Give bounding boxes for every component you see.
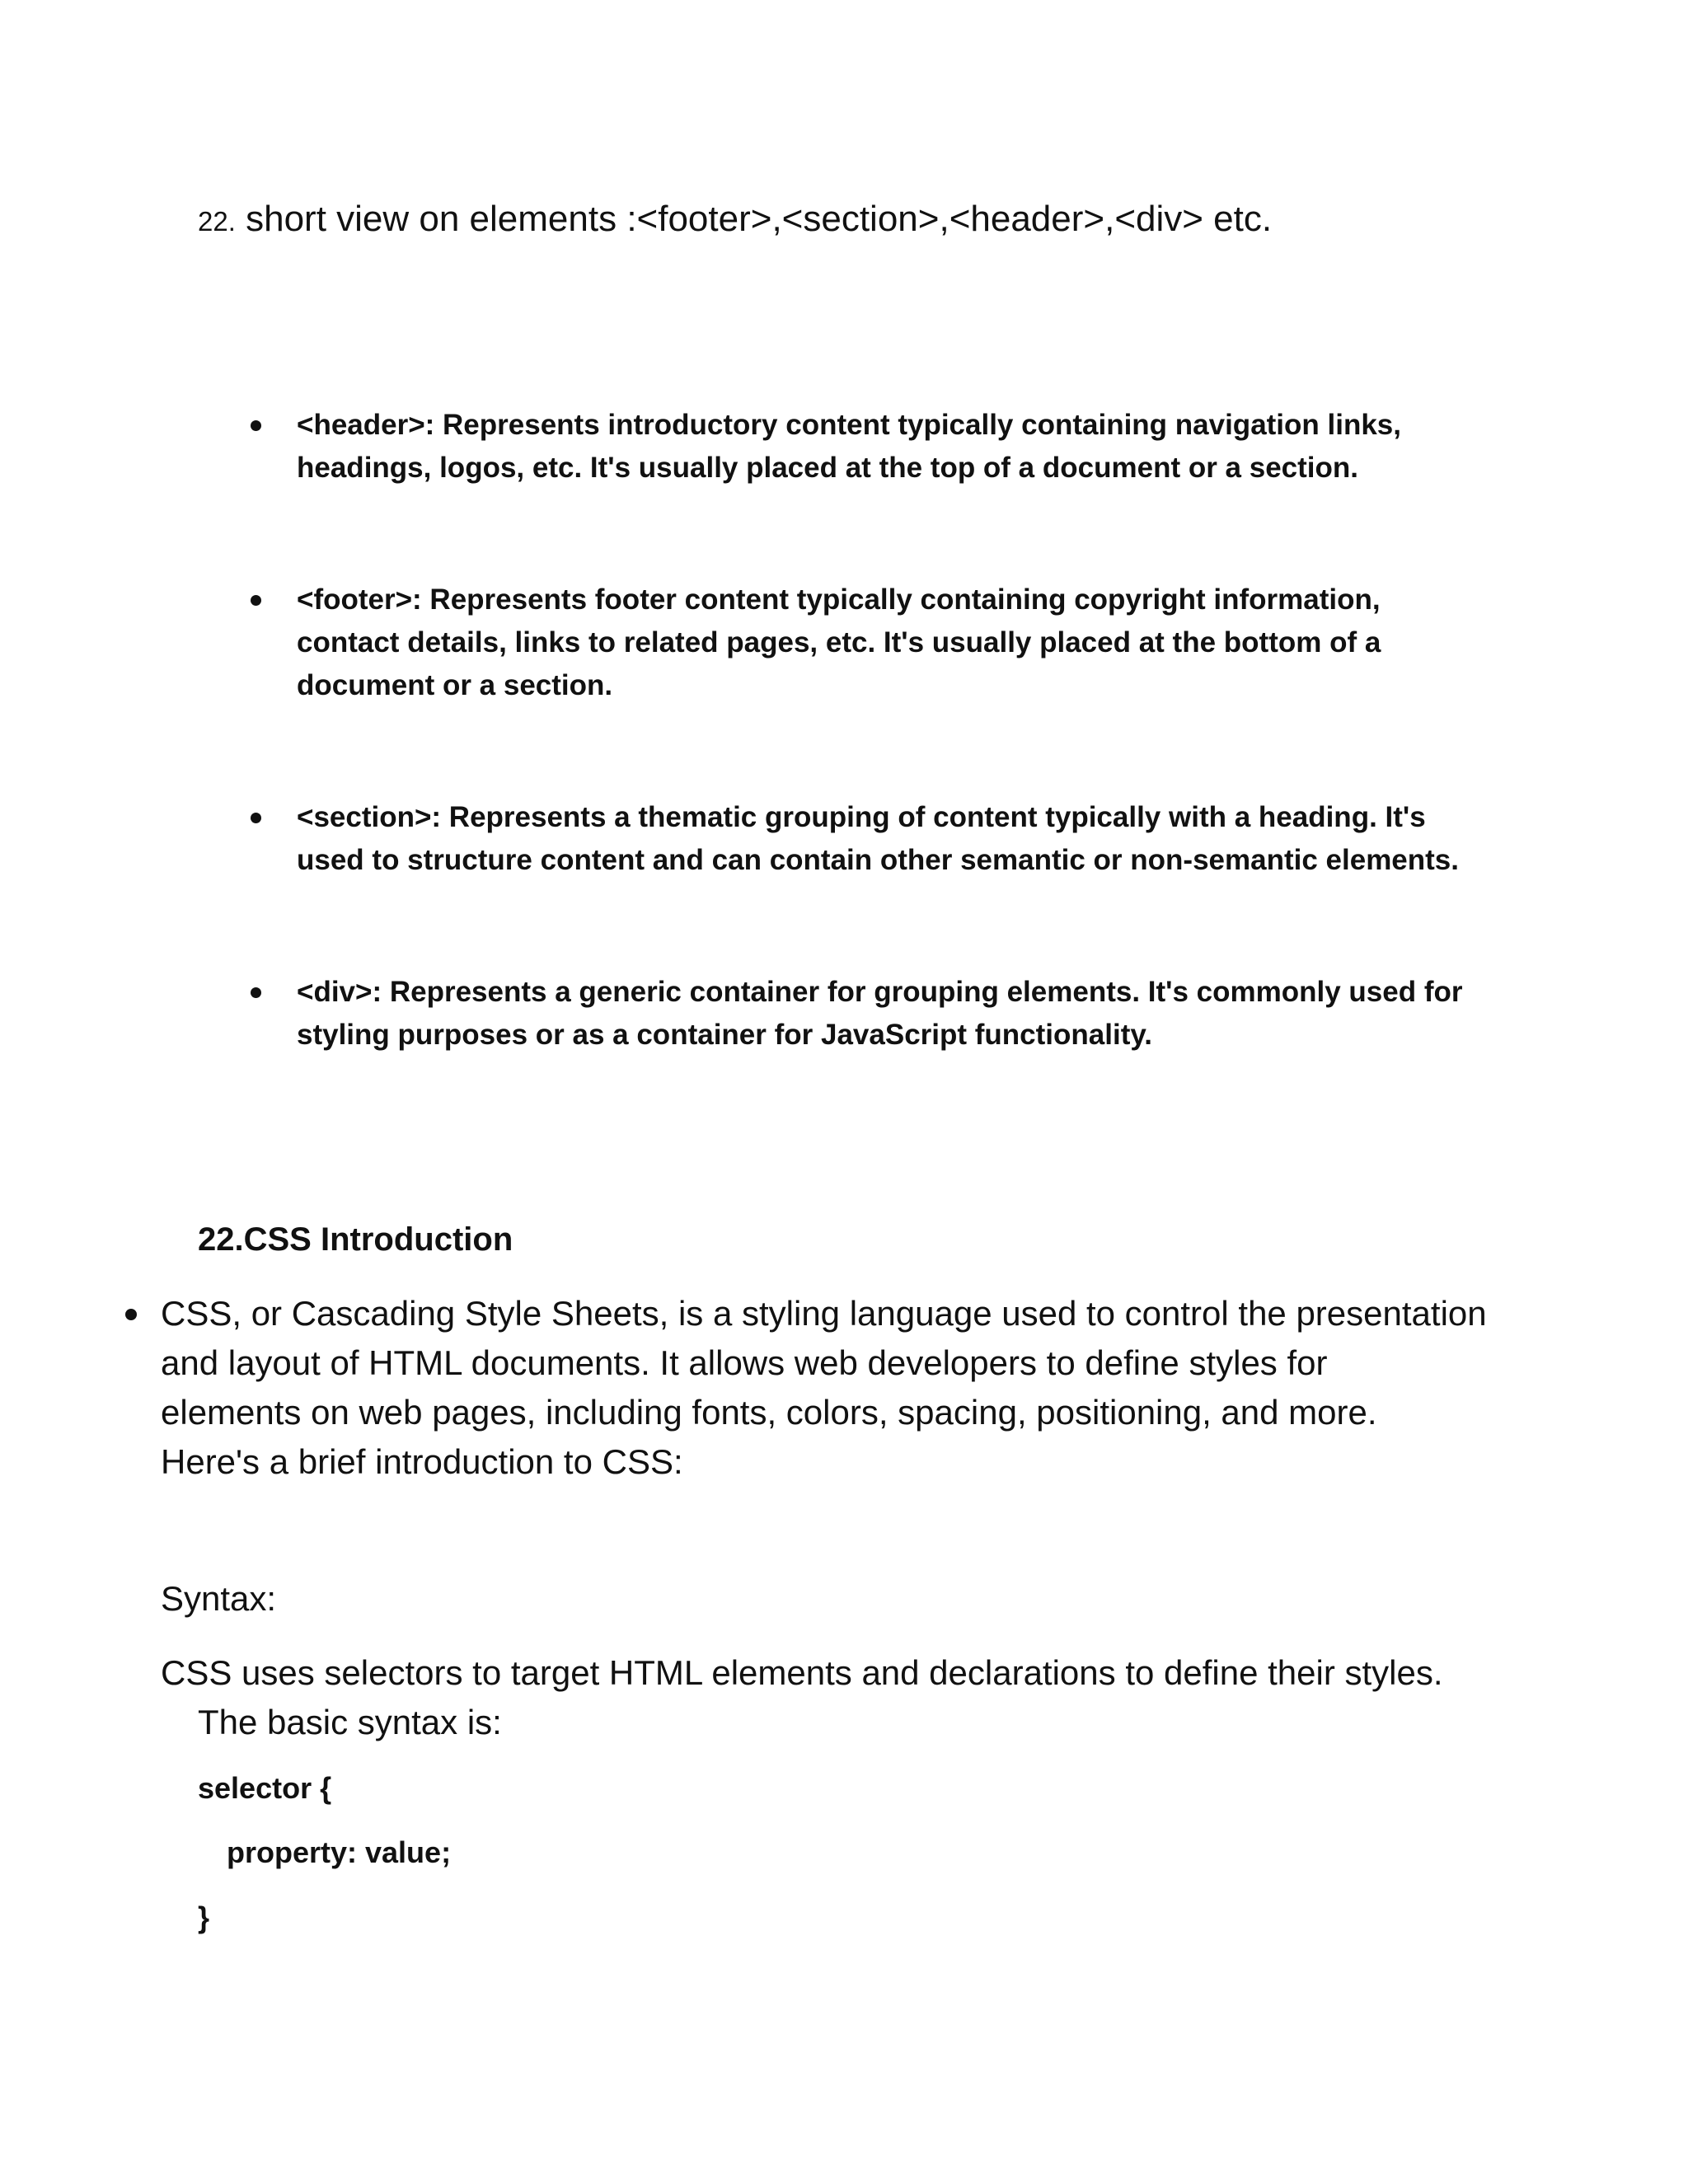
list-item-line: <section>: Represents a thematic grouping of content typically with a heading. It's	[297, 801, 1426, 833]
intro-line: CSS, or Cascading Style Sheets, is a styling language used to control the presentation	[161, 1294, 1487, 1333]
bullet-icon	[251, 987, 261, 998]
syntax-description-line: CSS uses selectors to target HTML elements and declarations to define their styles.	[161, 1653, 1443, 1692]
bullet-icon	[251, 595, 261, 606]
list-item-line: headings, logos, etc. It's usually placed at the top of a document or a section.	[297, 452, 1358, 484]
bullet-icon	[251, 420, 261, 431]
syntax-label: Syntax:	[161, 1579, 277, 1618]
heading-text: short view on elements :<footer>,<section>,<header>,<div> etc.	[235, 199, 1273, 239]
intro-line: elements on web pages, including fonts, colors, spacing, positioning, and more.	[161, 1393, 1377, 1432]
bullet-icon	[125, 1309, 137, 1320]
heading-number: 22.	[198, 206, 236, 237]
section-title-css-introduction: 22.CSS Introduction	[198, 1221, 513, 1258]
syntax-description-line: The basic syntax is:	[198, 1703, 502, 1741]
list-item-line: <header>: Represents introductory content typically containing navigation links,	[297, 409, 1401, 441]
code-line-close-brace: }	[198, 1900, 210, 1934]
code-line-selector: selector {	[198, 1771, 332, 1805]
list-item-line: styling purposes or as a container for JavaScript functionality.	[297, 1019, 1152, 1051]
list-item-line: contact details, links to related pages, etc. It's usually placed at the bottom of a	[297, 626, 1381, 658]
intro-line: and layout of HTML documents. It allows web developers to define styles for	[161, 1343, 1328, 1382]
heading-short-view	[198, 196, 1272, 245]
list-item-line: document or a section.	[297, 669, 613, 701]
list-item-line: <footer>: Represents footer content typically containing copyright information,	[297, 583, 1381, 616]
intro-line: Here's a brief introduction to CSS:	[161, 1442, 683, 1481]
list-item-line: used to structure content and can contain other semantic or non-semantic elements.	[297, 844, 1459, 876]
bullet-icon	[251, 813, 261, 823]
code-line-property: property: value;	[227, 1835, 452, 1869]
list-item-line: <div>: Represents a generic container for grouping elements. It's commonly used for	[297, 976, 1463, 1008]
